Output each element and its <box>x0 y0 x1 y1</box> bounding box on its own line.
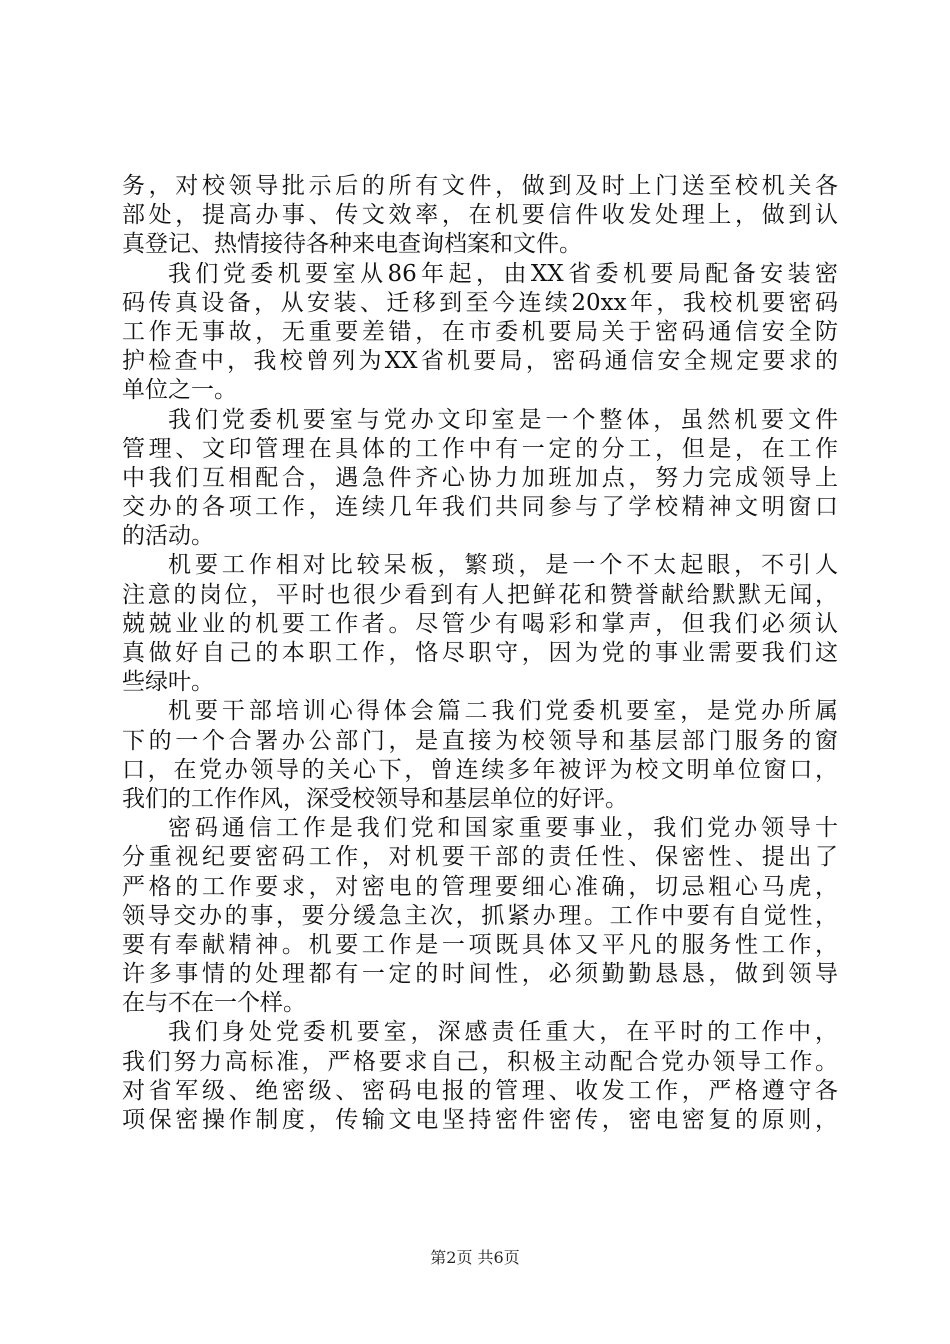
text-line: 管理、文印管理在具体的工作中有一定的分工，但是，在工作 <box>122 435 838 462</box>
text-line: 注意的岗位，平时也很少看到有人把鲜花和赞誉献给默默无闻， <box>122 581 838 608</box>
text-line: 兢兢业业的机要工作者。尽管少有喝彩和掌声，但我们必须认 <box>122 610 838 637</box>
text-line: 密码通信工作是我们党和国家重要事业，我们党办领导十 <box>168 815 838 842</box>
text-line: 机要干部培训心得体会篇二我们党委机要室，是党办所属 <box>168 698 838 725</box>
text-line: 单位之一。 <box>122 377 237 404</box>
text-line: 对省军级、绝密级、密码电报的管理、收发工作，严格遵守各 <box>122 1077 838 1104</box>
text-line: 我们党委机要室与党办文印室是一个整体，虽然机要文件 <box>168 406 838 433</box>
text-line: 些绿叶。 <box>122 669 214 696</box>
text-line: 码传真设备，从安装、迁移到至今连续20xx年，我校机要密码 <box>122 289 838 316</box>
text-line: 中我们互相配合，遇急件齐心协力加班加点，努力完成领导上 <box>122 464 838 491</box>
text-line: 真登记、热情接待各种来电查询档案和文件。 <box>122 231 582 258</box>
text-line: 领导交办的事，要分缓急主次，抓紧办理。工作中要有自觉性， <box>122 902 838 929</box>
text-line: 严格的工作要求，对密电的管理要细心准确，切忌粗心马虎， <box>122 873 838 900</box>
text-line: 交办的各项工作，连续几年我们共同参与了学校精神文明窗口 <box>122 494 838 521</box>
text-line: 口，在党办领导的关心下，曾连续多年被评为校文明单位窗口， <box>122 756 838 783</box>
text-line: 的活动。 <box>122 523 214 550</box>
text-line: 护检查中，我校曾列为XX省机要局，密码通信安全规定要求的 <box>122 348 838 375</box>
text-line: 项保密操作制度，传输文电坚持密件密传，密电密复的原则， <box>122 1107 838 1133</box>
text-line: 工作无事故，无重要差错，在市委机要局关于密码通信安全防 <box>122 318 838 345</box>
text-line: 真做好自己的本职工作，恪尽职守，因为党的事业需要我们这 <box>122 640 838 666</box>
text-line: 要有奉献精神。机要工作是一项既具体又平凡的服务性工作， <box>122 931 838 958</box>
body-text <box>122 172 838 1135</box>
text-line: 在与不在一个样。 <box>122 990 306 1017</box>
text-line: 下的一个合署办公部门，是直接为校领导和基层部门服务的窗 <box>122 727 838 754</box>
text-line: 务，对校领导批示后的所有文件，做到及时上门送至校机关各 <box>122 173 838 199</box>
text-line: 分重视纪要密码工作，对机要干部的责任性、保密性、提出了 <box>122 844 838 871</box>
text-line: 我们的工作作风，深受校领导和基层单位的好评。 <box>122 785 628 812</box>
page-footer: 第2页 共6页 <box>430 1248 520 1267</box>
text-line: 许多事情的处理都有一定的时间性，必须勤勤恳恳，做到领导 <box>122 961 838 988</box>
text-line: 我们党委机要室从86年起，由XX省委机要局配备安装密 <box>168 260 838 287</box>
text-line: 我们努力高标准，严格要求自己，积极主动配合党办领导工作。 <box>122 1048 838 1075</box>
text-line: 我们身处党委机要室，深感责任重大，在平时的工作中， <box>168 1019 838 1046</box>
text-line: 部处，提高办事、传文效率，在机要信件收发处理上，做到认 <box>122 202 838 229</box>
text-line: 机要工作相对比较呆板，繁琐，是一个不太起眼，不引人 <box>168 552 838 579</box>
